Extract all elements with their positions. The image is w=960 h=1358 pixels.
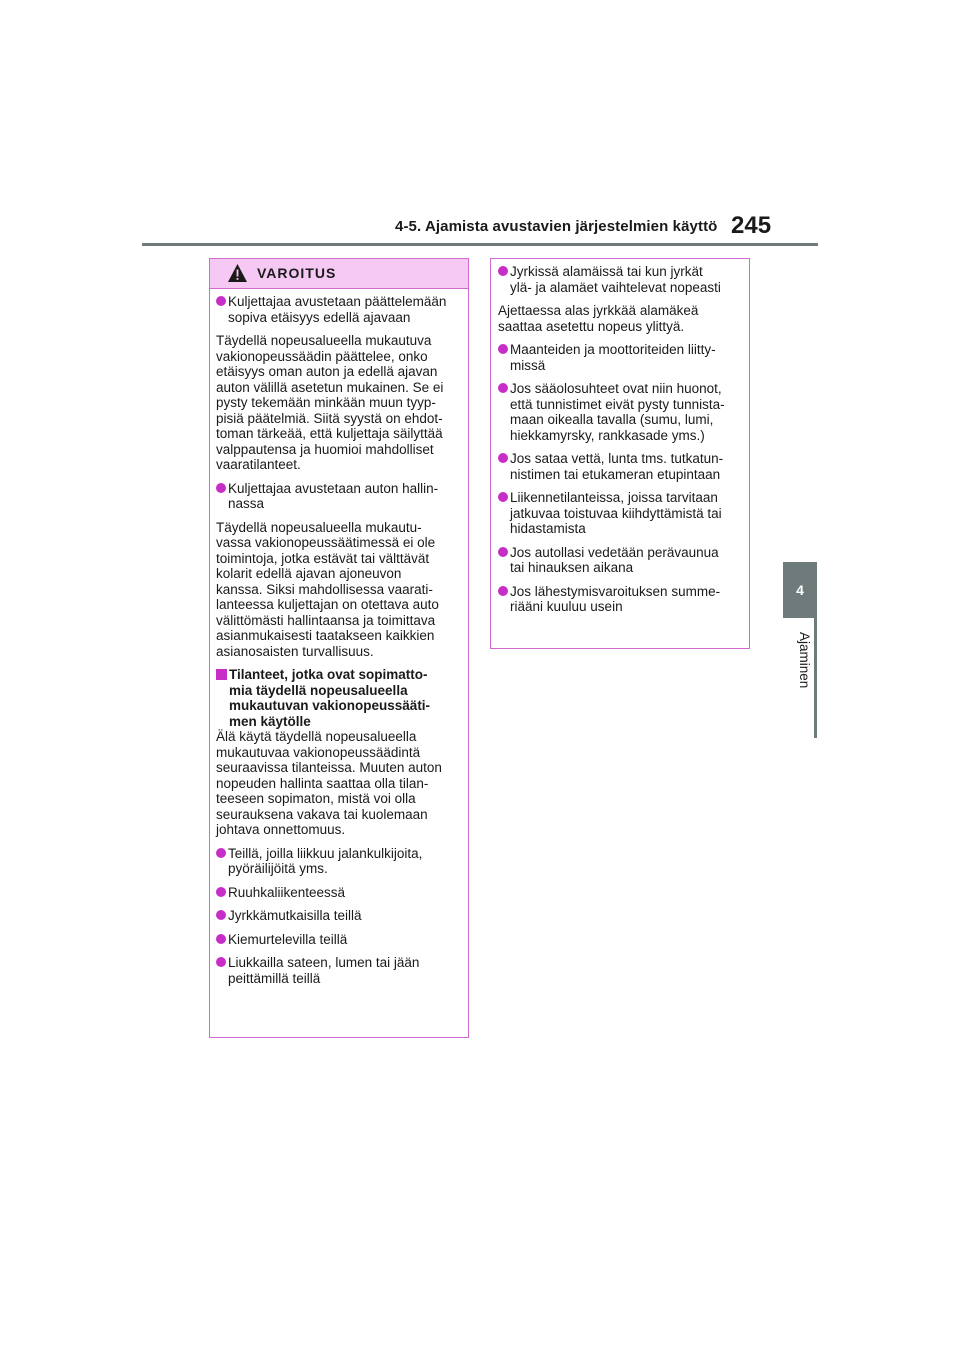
warning-continuation-box: [490, 258, 750, 649]
bullet-dot-icon: [498, 492, 508, 502]
bullet-text: Liikennetilanteissa, joissa tarvitaan jatkuvaa toistuvaa kiihdyttämistä tai hidastamista: [510, 490, 722, 536]
bullet-item: [498, 264, 739, 295]
bullet-text: Maanteiden ja moottoriteiden liitty- missä: [510, 342, 716, 373]
subheading-text: Tilanteet, jotka ovat sopimatto- mia täydellä nopeusalueella mukautuvan vakionopeussääti- men käytölle: [229, 667, 431, 729]
bullet-text: Jos sääolosuhteet ovat niin huonot, että tunnistimet eivät pysty tunnista- maan oikealla tavalla (sumu, lumi, hiekkamyrsky, rankkasade yms.): [510, 381, 725, 443]
warning-box: [209, 258, 469, 1038]
paragraph: [216, 729, 460, 838]
page-number: 245: [731, 212, 772, 239]
header-divider: [142, 243, 818, 246]
chapter-tab: 4: [783, 562, 817, 618]
bullet-dot-icon: [216, 887, 226, 897]
bullet-item: [498, 381, 739, 443]
bullet-dot-icon: [498, 586, 508, 596]
bullet-dot-icon: [216, 957, 226, 967]
warning-content: [210, 289, 468, 986]
bullet-item: [498, 451, 739, 482]
bullet-text: Teillä, joilla liikkuu jalankulkijoita, pyöräilijöitä yms.: [228, 845, 423, 876]
paragraph: [498, 303, 739, 334]
warning-title: VAROITUS: [257, 265, 337, 281]
bullet-item: [216, 481, 460, 512]
bullet-item: [216, 294, 460, 325]
chapter-label: Ajaminen: [797, 632, 812, 689]
bullet-item: [216, 846, 460, 877]
bullet-item: [498, 545, 739, 576]
paragraph: [216, 520, 460, 660]
bullet-item: [498, 342, 739, 373]
warning-header: [210, 259, 468, 289]
square-bullet-icon: [216, 669, 227, 680]
paragraph: [216, 333, 460, 473]
bullet-item: [498, 584, 739, 615]
bullet-dot-icon: [498, 344, 508, 354]
bullet-text: Liukkailla sateen, lumen tai jään peittämillä teillä: [228, 955, 420, 986]
bullet-dot-icon: [498, 547, 508, 557]
bullet-item: [216, 955, 460, 986]
bullet-text: Jos autollasi vedetään perävaunua tai hinauksen aikana: [510, 544, 719, 575]
bullet-dot-icon: [216, 296, 226, 306]
bullet-dot-icon: [216, 934, 226, 944]
paragraph-text: Älä käytä täydellä nopeusalueella mukautuvaa vakionopeussäädintä seuraavissa tilanteissa. Muuten auton nopeuden hallinta saattaa olla tilan- teeseen sopimaton, mistä voi olla seurauksena vakava tai kuolemaan johtava onnettomuus.: [216, 729, 442, 837]
section-title: 4-5. Ajamista avustavien järjestelmien käyttö: [395, 218, 718, 235]
bullet-dot-icon: [216, 483, 226, 493]
paragraph-text: Täydellä nopeusalueella mukautuva vakionopeussäädin päättelee, onko etäisyys oman auton ja edellä ajavan auton välillä asetetun mukainen. Se ei pysty tekemään minkään muun tyyp- pisiä päätelmiä. Siitä syystä on ehdot- toman tärkeää, että kuljettaja säilyttää valppautensa ja huomioi mahdolliset vaaratilanteet.: [216, 333, 444, 472]
bullet-item: [498, 490, 739, 537]
bullet-dot-icon: [498, 453, 508, 463]
paragraph-text: Ajettaessa alas jyrkkää alamäkeä saattaa asetettu nopeus ylittyä.: [498, 303, 699, 334]
bullet-text: Jyrkkämutkaisilla teillä: [228, 908, 362, 923]
bullet-dot-icon: [498, 383, 508, 393]
bullet-item: [216, 908, 460, 924]
bullet-item: [216, 885, 460, 901]
bullet-text: Kuljettajaa avustetaan päättelemään sopiva etäisyys edellä ajavaan: [228, 294, 447, 325]
bullet-item: [216, 932, 460, 948]
bullet-text: Ruuhkaliikenteessä: [228, 884, 346, 900]
bullet-text: Kuljettajaa avustetaan auton hallin- nassa: [228, 480, 439, 511]
bullet-text: Jos sataa vettä, lunta tms. tutkatun- nistimen tai etukameran etupintaan: [510, 451, 724, 482]
bullet-text: Jyrkissä alamäissä tai kun jyrkät ylä- ja alamäet vaihtelevat nopeasti: [510, 264, 721, 295]
bullet-dot-icon: [216, 910, 226, 920]
bullet-dot-icon: [216, 848, 226, 858]
paragraph-text: Täydellä nopeusalueella mukautu- vassa vakionopeussäätimessä ei ole toimintoja, jotka estävät tai välttävät kolarit edellä ajavan ajoneuvon kanssa. Siksi mahdollisessa vaarati- lanteessa kuljettajan on otettava auto välittömästi hallintaansa ja toimittava asianmukaisesti taatakseen kaikkien asianosaisten turvallisuus.: [216, 519, 439, 659]
chapter-tab-line: [814, 618, 817, 738]
warning-triangle-icon: [227, 263, 248, 283]
bullet-text: Kiemurtelevilla teillä: [228, 931, 348, 947]
bullet-text: Jos lähestymisvaroituksen summe- riääni kuuluu usein: [510, 583, 721, 614]
bullet-dot-icon: [498, 266, 508, 276]
subheading: [216, 667, 460, 729]
